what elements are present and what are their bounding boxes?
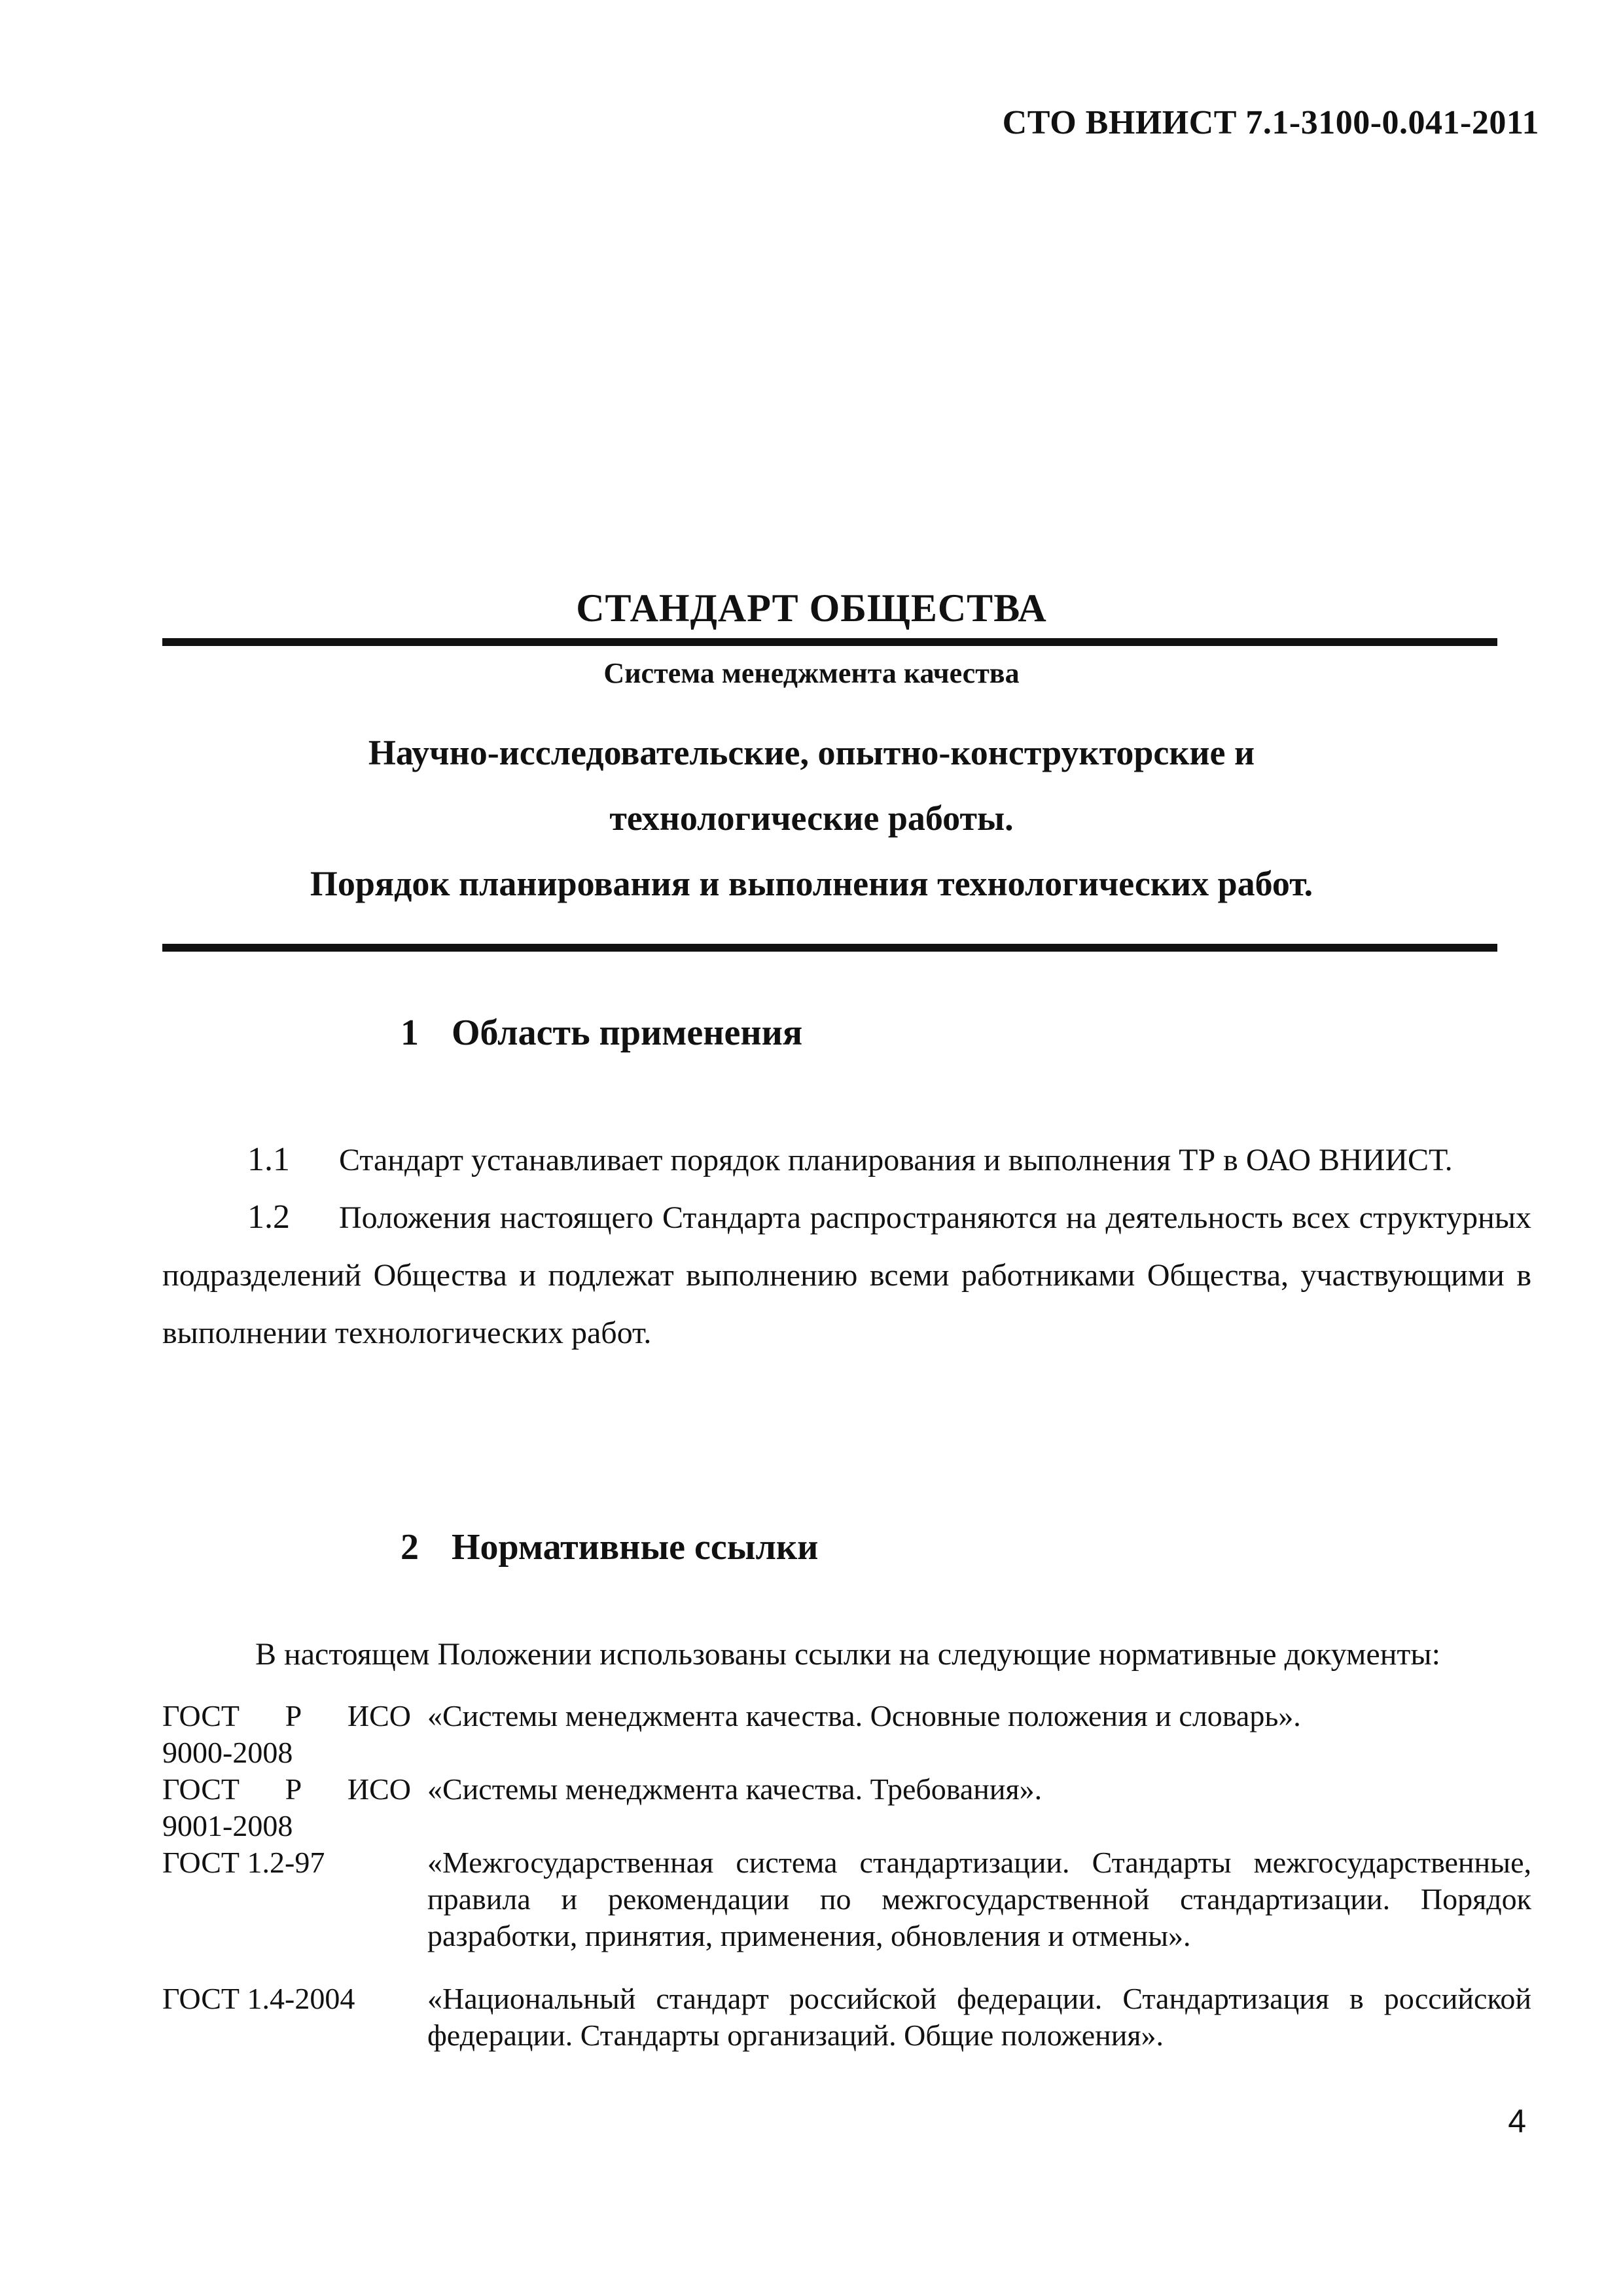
reference-code (162, 1771, 427, 1844)
reference-code-part: ИСО (347, 1772, 411, 1806)
reference-code-number: 9000-2008 (162, 1736, 293, 1769)
references-list (162, 1698, 1531, 2054)
paragraph-1-2 (162, 1189, 1531, 1362)
document-title-line: технологические работы. (609, 798, 1014, 838)
reference-code-part: ИСО (347, 1699, 411, 1732)
reference-item (162, 1698, 1531, 1771)
title-rule-top (162, 638, 1497, 646)
paragraph-1-1 (162, 1131, 1531, 1189)
paragraph-text: Стандарт устанавливает порядок планирования и выполнения ТР в ОАО ВНИИСТ. (339, 1143, 1453, 1177)
paragraph-number: 1.1 (247, 1141, 290, 1178)
document-code: СТО ВНИИСТ 7.1-3100-0.041-2011 (1002, 104, 1539, 141)
system-name: Система менеджмента качества (603, 657, 1020, 689)
standard-type-title: СТАНДАРТ ОБЩЕСТВА (576, 586, 1047, 630)
reference-code-part: ГОСТ (162, 1772, 240, 1806)
reference-title: «Системы менеджмента качества. Требования». (427, 1772, 1043, 1806)
reference-code: ГОСТ 1.2-97 (162, 1846, 325, 1879)
reference-code-part: Р (285, 1699, 302, 1732)
page-number: 4 (1508, 2103, 1526, 2140)
section-title: Нормативные ссылки (452, 1527, 819, 1568)
reference-code: ГОСТ 1.4-2004 (162, 1982, 355, 2015)
section-number: 1 (401, 1013, 419, 1053)
reference-item (162, 1771, 1531, 1844)
reference-code-part: Р (285, 1772, 302, 1806)
paragraph-number: 1.2 (247, 1198, 290, 1236)
reference-title: «Системы менеджмента качества. Основные положения и словарь». (427, 1699, 1301, 1732)
reference-item (162, 1981, 1531, 2054)
section-title: Область применения (452, 1013, 803, 1053)
reference-title: «Межгосударственная система стандартизации. Стандарты межгосударственные, правила и рекомендации по межгосударственной стандартизации. Порядок разработки, принятия, применения, обновления и отмены». (427, 1846, 1531, 1952)
section-1-heading (401, 1012, 802, 1054)
references-intro: В настоящем Положении использованы ссылки на следующие нормативные документы: (255, 1637, 1440, 1672)
document-title (0, 720, 1623, 916)
document-title-line: Научно-исследовательские, опытно-конструкторские и (368, 733, 1255, 772)
paragraph-text: Положения настоящего Стандарта распространяются на деятельность всех структурных подразделений Общества и подлежат выполнению всеми работниками Общества, участвующими в выполнении технологических работ. (162, 1200, 1531, 1350)
reference-item (162, 1844, 1531, 1954)
reference-code (162, 1698, 427, 1771)
section-number: 2 (401, 1527, 419, 1568)
reference-code-part: ГОСТ (162, 1699, 240, 1732)
title-rule-bottom (162, 944, 1497, 952)
document-title-line: Порядок планирования и выполнения технологических работ. (310, 864, 1313, 903)
section-2-heading (401, 1526, 818, 1568)
reference-code-number: 9001-2008 (162, 1809, 293, 1842)
reference-title: «Национальный стандарт российской федерации. Стандартизация в российской федерации. Стандарты организаций. Общие положения». (427, 1982, 1531, 2052)
